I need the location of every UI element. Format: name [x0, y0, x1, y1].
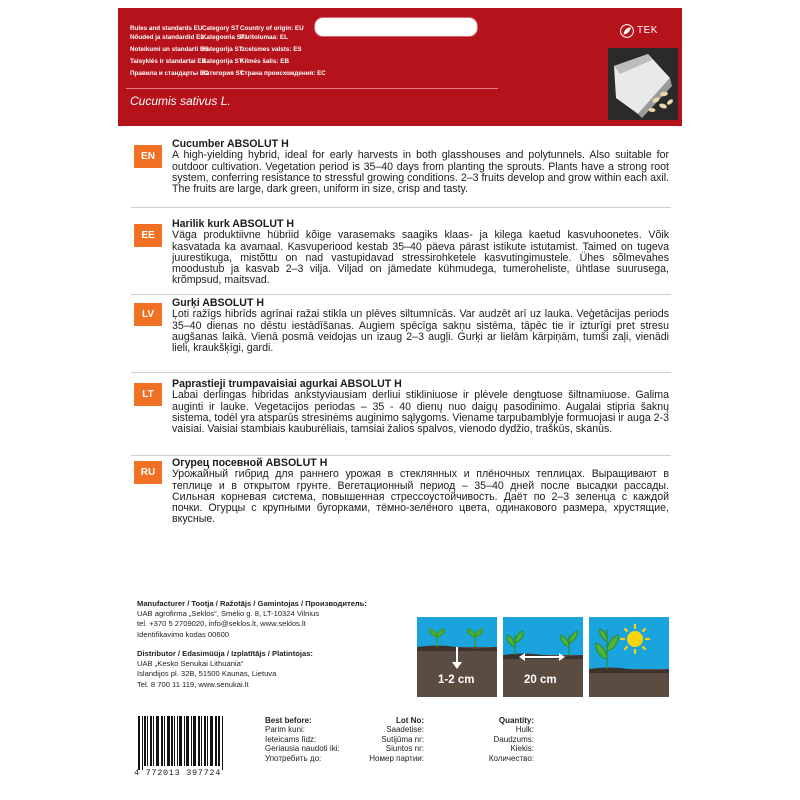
lot-no-label: Lot No:: [396, 716, 424, 725]
section-title: Paprastieji trumpavaisiai agurkai ABSOLUT H: [172, 378, 402, 390]
manufacturer-line: Identifikavimo kodas 00600: [137, 629, 230, 639]
rules-col-1-row-4: Taisyklės ir standartai EB: [130, 58, 207, 65]
best-before-label: Ieteicams līdz:: [265, 734, 317, 744]
lang-badge-lv: LV: [134, 303, 162, 326]
rules-col-3-row-3: Izcelsmes valsts: ES: [240, 46, 302, 53]
section-divider: [131, 372, 671, 373]
sowing-depth-pictogram: [417, 617, 497, 697]
header-banner: [118, 8, 682, 126]
lot-no-label: Sutijūma nr:: [381, 734, 424, 744]
rules-col-2-row-5: Категория ST: [202, 70, 244, 77]
section-body: Урожайный гибрид для раннего урожая в стеклянных и плёночных теплицах. Выращивают в теплице и в открытом грунте. Вегетационный период – 35–40 дней после высадки рассады. Сильная корневая система, повышенная стрессоустойчивость. Даёт по 2–3 зеленца с каждой почки. Огурцы с крупными бугорками, тёмно-зелёного цвета, одинакового размера, хрустящие, вкусные.: [172, 468, 669, 526]
rules-col-1-row-2: Nõuded ja standardid EL: [130, 34, 205, 41]
lot-no-label: Siuntos nr:: [385, 744, 424, 754]
rules-col-2-row-1: Category ST: [202, 25, 240, 32]
best-before-label: Geriausia naudoti iki:: [265, 744, 340, 754]
lang-badge-ee: EE: [134, 224, 162, 247]
hang-hole: [314, 17, 478, 37]
section-divider: [131, 455, 671, 456]
section-title: Harilik kurk ABSOLUT H: [172, 218, 295, 230]
best-before-label: Parim kuni:: [265, 725, 306, 735]
rules-col-1-row-5: Правила и стандарты ЕС: [130, 70, 209, 77]
rules-col-1-row-1: Rules and standards EU: [130, 25, 203, 32]
seed-packet-image: [608, 48, 678, 120]
section-divider: [131, 207, 671, 208]
distributor-line: Tel. 8 700 11 119, www.senukai.lt: [137, 679, 249, 689]
lot-no-labels: [340, 716, 424, 763]
section-title: Огурец посевной ABSOLUT H: [172, 457, 328, 469]
lang-badge-ru: RU: [134, 461, 162, 484]
quantity-label: Hulk:: [515, 725, 534, 735]
section-body: Ļoti ražīgs hibrīds agrīnai ražai stikla un plēves siltumnīcās. Var audzēt arī uz lauka. Veģetācijas periods 35–40 dienas no dēstu iestādīšanas. Augiem spēcīga sakņu sistēma, tāpēc tie ir izturīgi pret stresu augšanas laikā. Vienā posmā veidojas un izaug 2–3 augļi. Gurķi ar lielām kārpiņām, tumši zaļi, vienādi lieli, kraukšķīgi, gardi.: [172, 308, 669, 355]
section-body: Väga produktiivne hübriid kõige varasemaks saagiks klaas- ja kilega kaetud kasvuhoonetes. Võik kasvatada ka avamaal. Kasvuperiood kestab 35–40 päeva pärast istikute istutamist. Taimed on tugeva juurestikuga, mistõttu on nad vastupidavad stressirohketele kasvutingimustele. Ühes sõlmevahes moodustub ja kasvab 2–3 vilja. Viljad on jämedate kühmudega, tumeroheliste, ühtlase suurusega, krõmpsud, maitsvad.: [172, 229, 669, 287]
sowing-depth-label: 1-2 cm: [438, 674, 475, 686]
barcode-digits: 4 772013 397724: [134, 768, 222, 778]
lang-badge-lt: LT: [134, 383, 162, 406]
rules-col-2-row-3: Kategorija ST: [202, 46, 243, 53]
rules-col-3-row-5: Страна происхождения: ЕС: [240, 70, 326, 77]
manufacturer-block: [137, 599, 367, 640]
section-ru: [172, 458, 669, 526]
brand-name: TEK: [637, 25, 658, 36]
leaf-icon: [620, 24, 634, 38]
manufacturer-line: UAB agrofirma „Seklos“, Smėlio g. 8, LT-10324 Vilnius: [137, 609, 320, 619]
section-divider: [131, 294, 671, 295]
rules-col-3-row-4: Kilmės šalis: EB: [240, 58, 289, 65]
quantity-label: Daudzums:: [493, 734, 534, 744]
lang-badge-en: EN: [134, 145, 162, 168]
rules-col-3-row-2: Päritolumaa: EL: [240, 34, 288, 41]
distributor-label: Distributor / Edasimüüja / Izplatītājs / Platintojas:: [137, 649, 313, 658]
plant-spacing-pictogram: [503, 617, 583, 697]
quantity-label: Quantity:: [498, 716, 534, 725]
section-lv: [172, 298, 669, 354]
quantity-label: Количество:: [488, 753, 534, 763]
lot-no-label: Номер партии:: [369, 753, 424, 763]
section-ee: [172, 219, 669, 287]
rules-col-2-row-2: Kategooria ST: [202, 34, 245, 41]
barcode-image: [134, 716, 250, 770]
rules-col-1-row-3: Noteikumi un standarti ES: [130, 46, 209, 53]
distributor-block: [137, 649, 313, 690]
quantity-labels: [468, 716, 534, 763]
plant-spacing-label: 20 cm: [524, 674, 557, 686]
section-title: Cucumber ABSOLUT H: [172, 138, 289, 150]
latin-name: Cucumis sativus L.: [130, 94, 231, 108]
flowering-pictogram: [589, 617, 669, 697]
section-en: [172, 139, 669, 195]
brand-logo: [618, 24, 664, 40]
best-before-label: Best before:: [265, 716, 312, 725]
quantity-label: Kiekis:: [510, 744, 534, 754]
section-body: A high-yielding hybrid, ideal for early harvests in both glasshouses and polytunnels. Also suitable for outdoor cultivation. Vegetation period is 35–40 days from planting the sprouts. Plants have a strong root system, conferring resistance to stressful growing conditions. 2–3 fruits develop and grow within each axil. The fruits are large, dark green, uniform in size, crisp and tasty.: [172, 149, 669, 196]
best-before-labels: [265, 716, 340, 763]
header-divider: [126, 88, 498, 89]
rules-col-3-row-1: Country of origin: EU: [240, 25, 304, 32]
manufacturer-label: Manufacturer / Tootja / Ražotājs / Gamintojas / Производитель:: [137, 599, 367, 608]
section-body: Labai derlingas hibridas ankstyviausiam derliui stikliniuose ir plėvele dengtuose šiltnamiuose. Galima auginti ir lauke. Vegetacijos periodas – 35 - 40 dienų nuo daigų pasodinimo. Augalai stipria šaknų sistema, todėl yra atsparūs stresinėms auginimo sąlygoms. Viename tarpubamblyje formuojasi ir auga 2-3 vaisiai. Vaisiai stambiais kauburėliais, tamsiai žalios spalvos, vienodo dydžio, traškūs, skanūs.: [172, 389, 669, 436]
distributor-line: UAB „Kesko Senukai Lithuania“: [137, 659, 244, 669]
distributor-line: Islandijos pl. 32B, 51500 Kaunas, Lietuva: [137, 669, 277, 679]
rules-col-2-row-4: Kategorija ST: [202, 58, 243, 65]
lot-no-label: Saadetise:: [386, 725, 424, 735]
section-title: Gurķi ABSOLUT H: [172, 297, 265, 309]
best-before-label: Употребить до:: [265, 753, 322, 763]
section-lt: [172, 379, 669, 435]
manufacturer-line: tel. +370 5 2709020, info@seklos.lt, www.seklos.lt: [137, 619, 306, 629]
